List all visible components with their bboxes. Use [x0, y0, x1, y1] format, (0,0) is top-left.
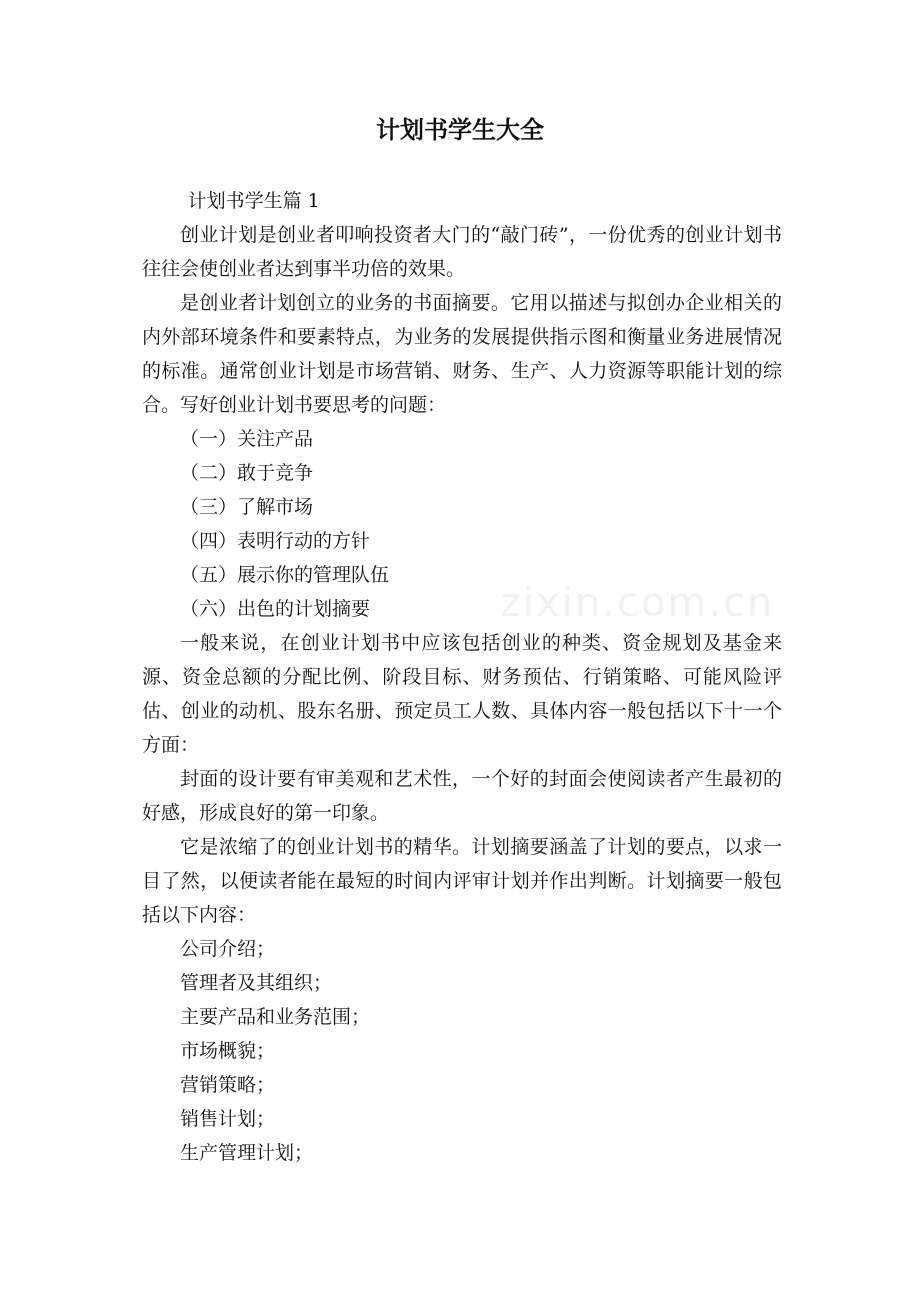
paragraph-cover: 封面的设计要有审美观和艺术性，一个好的封面会使阅读者产生最初的好感，形成良好的第一印象。 — [142, 768, 782, 824]
list-item-question: （二）敢于竞争 — [180, 462, 314, 484]
paragraph-intro: 创业计划是创业者叩响投资者大门的“敲门砖”，一份优秀的创业计划书往往会使创业者达到事半功倍的效果。 — [142, 224, 782, 280]
document-title: 计划书学生大全 — [376, 116, 544, 144]
list-item-question: （五）展示你的管理队伍 — [180, 564, 390, 586]
list-item-question: （三）了解市场 — [180, 496, 314, 518]
paragraph-summary: 它是浓缩了的创业计划书的精华。计划摘要涵盖了计划的要点，以求一目了然，以便读者能在最短的时间内评审计划并作出判断。计划摘要一般包括以下内容： — [142, 836, 782, 926]
list-item-question: （六）出色的计划摘要 — [180, 598, 371, 620]
list-item-summary: 公司介绍； — [180, 938, 276, 960]
list-item-summary: 管理者及其组织； — [180, 972, 333, 994]
list-item-summary: 市场概貌； — [180, 1040, 276, 1062]
section-heading: 计划书学生篇 1 — [187, 190, 320, 212]
list-item-summary: 销售计划； — [180, 1108, 276, 1130]
paragraph-definition: 是创业者计划创立的业务的书面摘要。它用以描述与拟创办企业相关的内外部环境条件和要素特点，为业务的发展提供指示图和衡量业务进展情况的标准。通常创业计划是市场营销、财务、生产、人力资源等职能计划的综合。写好创业计划书要思考的问题： — [142, 292, 782, 416]
list-item-question: （四）表明行动的方针 — [180, 530, 371, 552]
list-item-summary: 营销策略； — [180, 1074, 276, 1096]
list-item-summary: 生产管理计划； — [180, 1142, 314, 1164]
watermark: zixin.com.cn — [500, 580, 775, 626]
document-body — [142, 184, 782, 1170]
list-item-summary: 主要产品和业务范围； — [180, 1006, 371, 1028]
paragraph-contents: 一般来说，在创业计划书中应该包括创业的种类、资金规划及基金来源、资金总额的分配比例、阶段目标、财务预估、行销策略、可能风险评估、创业的动机、股东名册、预定员工人数、具体内容一般包括以下十一个方面： — [142, 632, 782, 756]
list-item-question: （一）关注产品 — [180, 428, 314, 450]
